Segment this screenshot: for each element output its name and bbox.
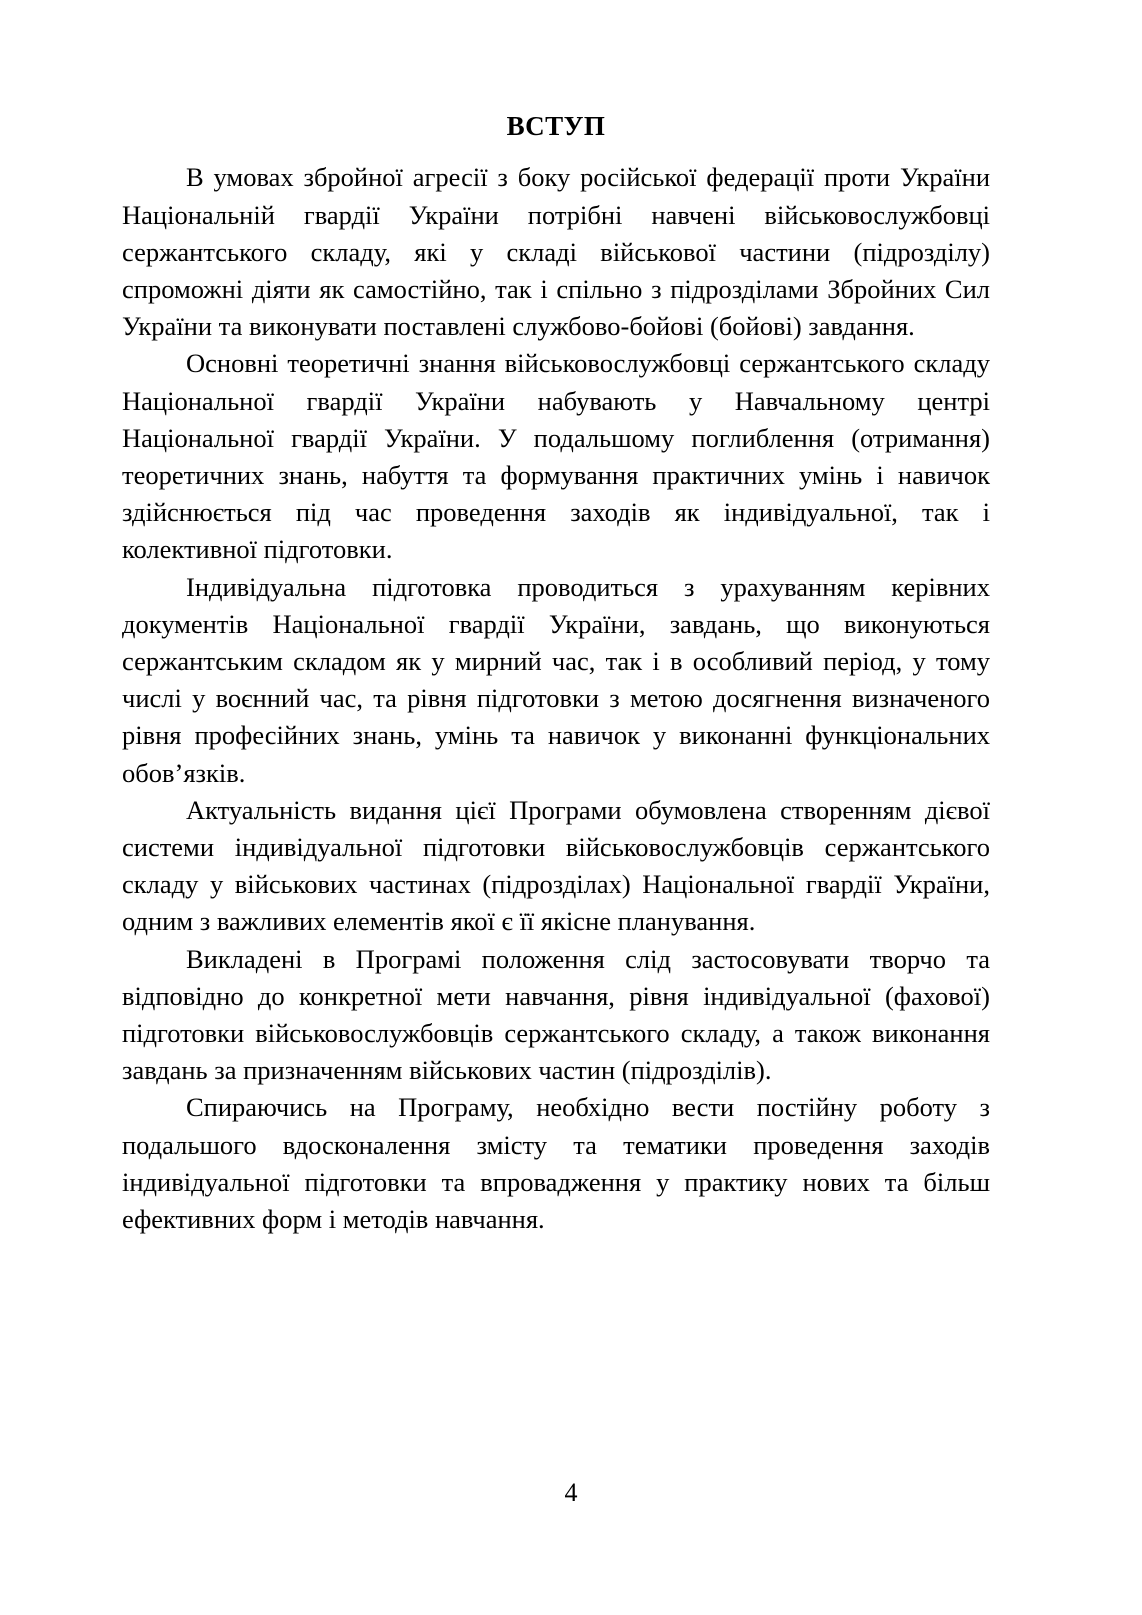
paragraph-6: Спираючись на Програму, необхідно вести постійну роботу з подальшого вдосконалення змісту та тематики проведення заходів індивідуальної підготовки та впровадження у практику нових та більш ефективних форм і методів навчання. xyxy=(122,1092,990,1235)
paragraph-1: В умовах збройної агресії з боку російської федерації проти України Національній гвардії України потрібні навчені військовослужбовці сержантського складу, які у складі військової частини (підрозділу) спроможні діяти як самостійно, так і спільно з підрозділами Збройних Сил України та виконувати поставлені службово-бойові (бойові) завдання. xyxy=(122,162,990,342)
paragraph-2: Основні теоретичні знання військовослужбовці сержантського складу Національної гвардії України набувають у Навчальному центрі Національної гвардії України. У подальшому поглиблення (отримання) теоретичних знань, набуття та формування практичних умінь і навичок здійснюється під час проведення заходів як індивідуальної, так і колективної підготовки. xyxy=(122,348,990,565)
paragraph-5: Викладені в Програмі положення слід застосовувати творчо та відповідно до конкретної мети навчання, рівня індивідуальної (фахової) підготовки військовослужбовців сержантського складу, а також виконання завдань за призначенням військових частин (підрозділів). xyxy=(122,943,990,1086)
paragraph-3: Індивідуальна підготовка проводиться з урахуванням керівних документів Національної гвардії України, завдань, що виконуються сержантським складом як у мирний час, так і в особливий період, у тому числі у воєнний час, та рівня підготовки з метою досягнення визначеного рівня професійних знань, умінь та навичок у виконанні функціональних обов’язків. xyxy=(122,571,990,788)
page-title: ВСТУП xyxy=(506,111,606,141)
page-number: 4 xyxy=(564,1478,578,1507)
page-body xyxy=(122,110,990,1238)
paragraph-4: Актуальність видання цієї Програми обумовлена створенням дієвої системи індивідуальної підготовки військовослужбовців сержантського складу у військових частинах (підрозділах) Національної гвардії України, одним з важливих елементів якої є її якісне планування. xyxy=(122,794,990,937)
